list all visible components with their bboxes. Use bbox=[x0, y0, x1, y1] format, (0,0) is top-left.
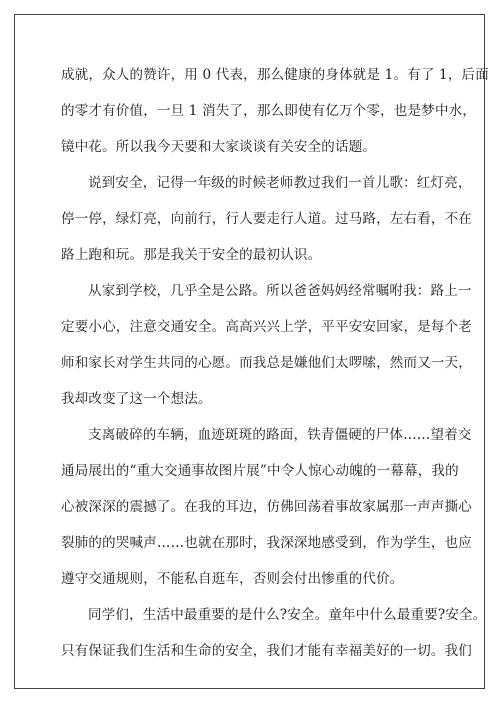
paragraph-first-line: 支离破碎的车辆，血迹斑斑的路面，铁青僵硬的尸体……望着交 bbox=[88, 427, 472, 443]
text-line: 师和家长对学生共同的心愿。而我总是嫌他们太啰嗦，然而又一天， bbox=[61, 355, 472, 371]
paragraph-first-line: 说到安全，记得一年级的时候老师教过我们一首儿歌：红灯亮， bbox=[88, 175, 472, 191]
text-line: 裂肺的的哭喊声……也就在那时，我深深地感受到，作为学生，也应 bbox=[61, 535, 472, 551]
paragraph-first-line: 同学们，生活中最重要的是什么?安全。童年中什么最重要?安全。 bbox=[88, 607, 487, 623]
text-line: 通局展出的“重大交通事故图片展”中令人惊心动魄的一幕幕，我的 bbox=[61, 463, 459, 479]
text-line: 路上跑和玩。那是我关于安全的最初认识。 bbox=[61, 247, 322, 263]
text-line: 停一停，绿灯亮，向前行，行人要走行人道。过马路，左右看，不在 bbox=[61, 211, 472, 227]
text-line: 定要小心，注意交通安全。高高兴兴上学，平平安安回家，是每个老 bbox=[61, 319, 472, 335]
paragraph-first-line: 从家到学校，几乎全是公路。所以爸爸妈妈经常嘱咐我：路上一 bbox=[88, 283, 472, 299]
text-line: 我却改变了这一个想法。 bbox=[61, 391, 212, 407]
text-line: 只有保证我们生活和生命的安全，我们才能有幸福美好的一切。我们 bbox=[61, 643, 472, 659]
text-line: 心被深深的震撼了。在我的耳边，仿佛回荡着事故家属那一声声撕心 bbox=[61, 499, 472, 515]
text-line: 成就，众人的赞许，用 0 代表，那么健康的身体就是 1。有了 1，后面 bbox=[61, 67, 489, 83]
text-line: 遵守交通规则，不能私自逛车，否则会付出惨重的代价。 bbox=[61, 571, 404, 587]
text-line: 的零才有价值，一旦 1 消失了，那么即使有亿万个零，也是梦中水， bbox=[61, 103, 477, 119]
text-line: 镜中花。所以我今天要和大家谈谈有关安全的话题。 bbox=[61, 139, 377, 155]
